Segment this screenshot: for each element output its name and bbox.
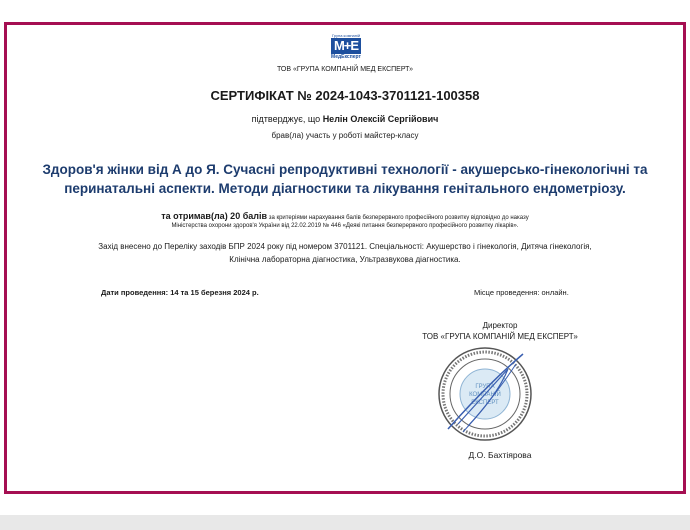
- svg-text:КОМПАНІЙ: КОМПАНІЙ: [469, 392, 501, 398]
- event-info-line-1: Захід внесено до Переліку заходів БПР 2024 року під номером 3701121. Спеціальності: Акушерство і гінекологія, Дитяча гінекологія,: [98, 242, 592, 251]
- course-title-line-1: Здоров'я жінки від А до Я. Сучасні репродуктивні технології - акушерсько-гінекологічні та: [42, 162, 648, 177]
- director-block: [400, 320, 600, 342]
- logo-bottom-text: МедЕксперт: [331, 54, 361, 60]
- page-bottom-strip: [0, 515, 690, 530]
- order-reference: Міністерства охорони здоров'я України від 22.02.2019 № 446 «Деякі питання безперервного професійного розвитку лікарів».: [171, 223, 519, 229]
- signer-name: Д.О. Бахтіярова: [468, 450, 532, 460]
- event-place: Місце проведення: онлайн.: [474, 288, 569, 297]
- recipient-name: Нелін Олексій Сергійович: [322, 114, 439, 124]
- director-organization: ТОВ «ГРУПА КОМПАНІЙ МЕД ЕКСПЕРТ»: [422, 332, 578, 341]
- points-line: [0, 211, 690, 221]
- svg-text:ЕКСПЕРТ: ЕКСПЕРТ: [471, 400, 499, 406]
- logo-mark: М+Е: [331, 38, 361, 54]
- confirm-prefix: підтверджує, що: [251, 114, 321, 124]
- course-title-line-2: перинатальні аспекти. Методи діагностики та лікування генітального ендометріозу.: [64, 181, 626, 196]
- confirm-line: [0, 114, 690, 124]
- company-stamp-icon: [428, 344, 548, 444]
- points-earned: та отримав(ла) 20 балів: [161, 211, 268, 221]
- logo-top-text: Група компаній: [331, 33, 361, 38]
- event-info-line-2: Клінічна лабораторна діагностика, Ультразвукова діагностика.: [229, 255, 461, 264]
- points-criteria: за критеріями нарахування балів безперервного професійного розвитку відповідно до наказу: [268, 215, 529, 221]
- event-info: [0, 240, 690, 266]
- event-dates: Дати проведення: 14 та 15 березня 2024 р.: [101, 288, 259, 297]
- company-logo: [325, 33, 367, 63]
- participation-text: брав(ла) участь у роботі майстер-класу: [271, 131, 419, 140]
- organization-name: ТОВ «ГРУПА КОМПАНІЙ МЕД ЕКСПЕРТ»: [276, 66, 414, 73]
- course-title: [0, 160, 690, 198]
- certificate-title: СЕРТИФІКАТ № 2024-1043-3701121-100358: [210, 88, 480, 103]
- director-title: Директор: [482, 321, 518, 330]
- svg-text:ГРУПА: ГРУПА: [475, 384, 495, 390]
